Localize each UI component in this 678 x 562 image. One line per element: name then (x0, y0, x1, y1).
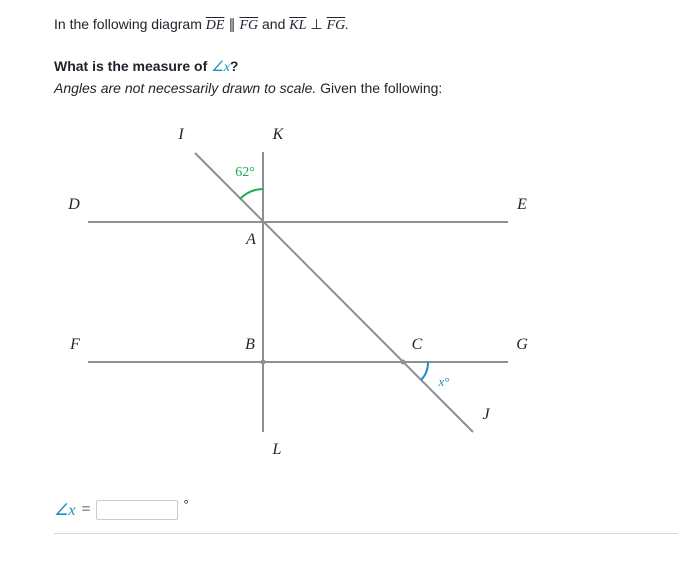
line-ij (195, 153, 473, 432)
segment-fg: $\overline{FG}$ (239, 18, 259, 33)
label-i: I (178, 126, 184, 143)
answer-row (54, 498, 189, 522)
segment-fg-2: $\overline{FG}$ (326, 18, 346, 33)
degree-unit: ° (183, 496, 189, 512)
answer-equals: = (81, 501, 91, 518)
label-e: E (517, 196, 527, 213)
label-f: F (70, 336, 80, 353)
label-d: D (68, 196, 80, 213)
label-a: A (246, 231, 256, 248)
question-angle: ∠x (211, 60, 230, 75)
label-l: L (272, 441, 282, 458)
given-text: Given the following: (316, 80, 443, 96)
parallel-symbol: ∥ (228, 18, 236, 33)
unknown-angle-label: x° (438, 374, 450, 389)
intro-and: and (258, 16, 290, 32)
answer-input[interactable] (96, 500, 178, 520)
label-b: B (245, 336, 255, 353)
divider (54, 533, 678, 534)
given-angle-label: 62° (235, 165, 255, 180)
perpendicular-symbol: ⊥ (310, 18, 323, 33)
label-k: K (272, 126, 284, 143)
given-angle-arc (240, 189, 263, 199)
unknown-angle-arc (421, 362, 428, 380)
point-c (401, 360, 406, 365)
question-prefix: What is the measure of (54, 58, 212, 74)
label-g: G (516, 336, 528, 353)
segment-kl: $\overline{KL}$ (289, 18, 307, 33)
intro-period: . (345, 18, 349, 33)
point-b (261, 360, 266, 365)
answer-label: ∠x (54, 502, 76, 519)
scale-note: Angles are not necessarily drawn to scale. (54, 80, 317, 96)
segment-de: $\overline{DE}$ (205, 18, 225, 33)
label-c: C (411, 336, 423, 353)
intro-prefix: In the following diagram (54, 16, 206, 32)
label-j: J (482, 406, 490, 423)
question-suffix: ? (229, 58, 239, 74)
